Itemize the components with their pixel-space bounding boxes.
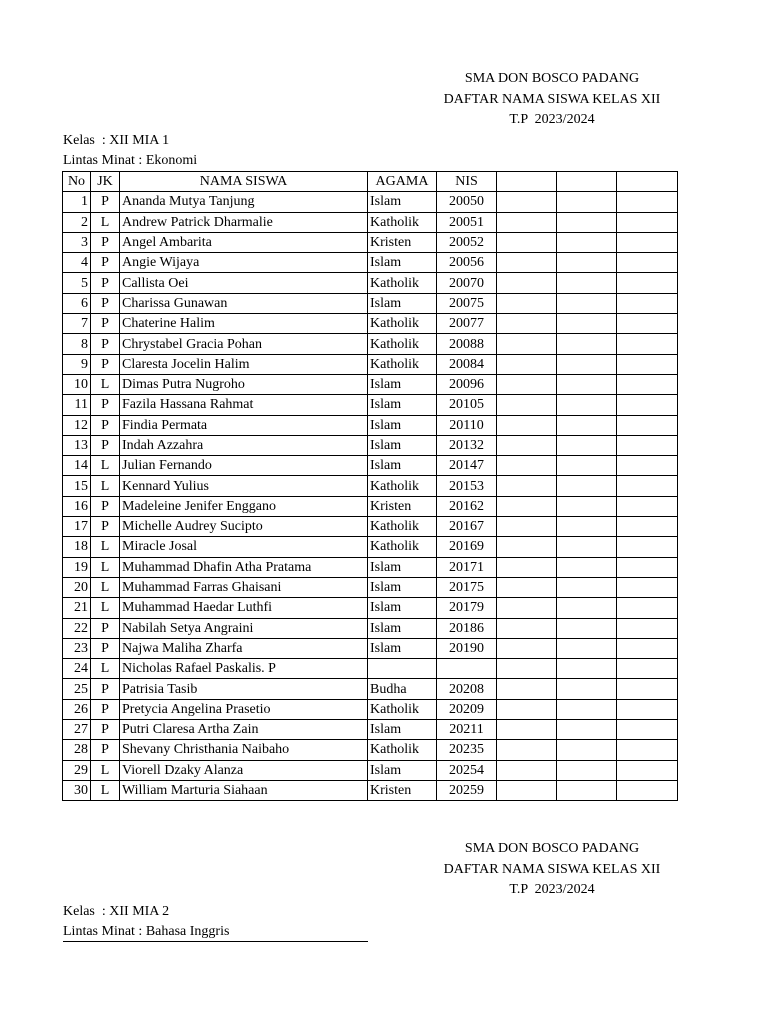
cell-blank (557, 435, 617, 455)
cell-nama: Charissa Gunawan (120, 293, 368, 313)
cell-agama: Islam (368, 598, 437, 618)
cell-nis: 20254 (437, 760, 497, 780)
cell-jk: P (91, 679, 120, 699)
table-row (63, 232, 678, 252)
cell-nis: 20169 (437, 537, 497, 557)
cell-nama: Chaterine Halim (120, 314, 368, 334)
cell-nis: 20186 (437, 618, 497, 638)
cell-no: 15 (63, 476, 91, 496)
cell-agama: Islam (368, 293, 437, 313)
cell-nis: 20211 (437, 720, 497, 740)
cell-nis: 20084 (437, 354, 497, 374)
document-header-2 (420, 839, 684, 901)
column-header-nama: NAMA SISWA (120, 172, 368, 192)
cell-blank (557, 618, 617, 638)
cell-nama: Andrew Patrick Dharmalie (120, 212, 368, 232)
cell-jk: P (91, 740, 120, 760)
cell-no: 16 (63, 496, 91, 516)
cell-blank (497, 435, 557, 455)
cell-jk: P (91, 253, 120, 273)
table-row (63, 415, 678, 435)
elective-label: Lintas Minat : Ekonomi (63, 153, 198, 168)
table-row (63, 334, 678, 354)
cell-jk: L (91, 557, 120, 577)
table-row (63, 496, 678, 516)
cell-no: 19 (63, 557, 91, 577)
cell-blank (617, 740, 678, 760)
cell-blank (557, 192, 617, 212)
cell-blank (557, 415, 617, 435)
cell-jk: P (91, 517, 120, 537)
cell-no: 10 (63, 374, 91, 394)
table-row (63, 476, 678, 496)
cell-no: 30 (63, 780, 91, 800)
cell-blank (497, 780, 557, 800)
cell-nis: 20132 (437, 435, 497, 455)
cell-nis: 20190 (437, 638, 497, 658)
cell-jk: L (91, 577, 120, 597)
cell-blank (557, 577, 617, 597)
table-row (63, 740, 678, 760)
cell-no: 14 (63, 456, 91, 476)
cell-agama (368, 659, 437, 679)
cell-blank (557, 253, 617, 273)
cell-nis: 20051 (437, 212, 497, 232)
cell-blank (497, 679, 557, 699)
cell-agama: Katholik (368, 699, 437, 719)
cell-blank (557, 780, 617, 800)
cell-nis: 20153 (437, 476, 497, 496)
cell-nis: 20050 (437, 192, 497, 212)
class-label: Kelas : XII MIA 1 (63, 133, 170, 148)
cell-blank (557, 699, 617, 719)
cell-blank (497, 192, 557, 212)
cell-no: 25 (63, 679, 91, 699)
cell-jk: L (91, 456, 120, 476)
cell-blank (557, 293, 617, 313)
cell-agama: Islam (368, 435, 437, 455)
cell-blank (557, 374, 617, 394)
cell-agama: Islam (368, 638, 437, 658)
cell-blank (497, 253, 557, 273)
table-row (63, 395, 678, 415)
cell-agama: Katholik (368, 476, 437, 496)
cell-nama: Madeleine Jenifer Enggano (120, 496, 368, 516)
table-row (63, 253, 678, 273)
cell-blank (497, 314, 557, 334)
cell-blank (557, 537, 617, 557)
table-row (63, 354, 678, 374)
cell-agama: Katholik (368, 537, 437, 557)
cell-blank (497, 374, 557, 394)
cell-blank (497, 598, 557, 618)
cell-blank (497, 557, 557, 577)
cell-nis: 20162 (437, 496, 497, 516)
cell-blank (617, 232, 678, 252)
cell-no: 28 (63, 740, 91, 760)
cell-jk: P (91, 354, 120, 374)
table-row (63, 618, 678, 638)
cell-nama: Chrystabel Gracia Pohan (120, 334, 368, 354)
cell-nis: 20056 (437, 253, 497, 273)
cell-nama: Nicholas Rafael Paskalis. P (120, 659, 368, 679)
table-row (63, 374, 678, 394)
cell-blank (557, 354, 617, 374)
cell-nis: 20088 (437, 334, 497, 354)
table-row (63, 659, 678, 679)
cell-blank (497, 354, 557, 374)
cell-blank (617, 760, 678, 780)
cell-jk: L (91, 760, 120, 780)
cell-nama: Julian Fernando (120, 456, 368, 476)
school-name: SMA DON BOSCO PADANG (464, 71, 640, 86)
cell-blank (557, 212, 617, 232)
cell-no: 27 (63, 720, 91, 740)
school-name: SMA DON BOSCO PADANG (464, 841, 640, 856)
cell-blank (617, 780, 678, 800)
cell-nama: Najwa Maliha Zharfa (120, 638, 368, 658)
cell-blank (557, 760, 617, 780)
cell-nis: 20052 (437, 232, 497, 252)
cell-blank (497, 699, 557, 719)
cell-no: 26 (63, 699, 91, 719)
cell-blank (497, 537, 557, 557)
cell-blank (557, 638, 617, 658)
cell-agama: Katholik (368, 740, 437, 760)
cell-agama: Islam (368, 760, 437, 780)
cell-agama: Katholik (368, 517, 437, 537)
document-title: DAFTAR NAMA SISWA KELAS XII (443, 861, 661, 877)
cell-agama: Katholik (368, 212, 437, 232)
cell-blank (557, 395, 617, 415)
cell-no: 1 (63, 192, 91, 212)
cell-no: 4 (63, 253, 91, 273)
table-row (63, 699, 678, 719)
cell-nama: Viorell Dzaky Alanza (120, 760, 368, 780)
cell-no: 12 (63, 415, 91, 435)
cell-blank (617, 659, 678, 679)
table-header-row (63, 172, 678, 192)
cell-jk: P (91, 720, 120, 740)
cell-jk: P (91, 395, 120, 415)
cell-nama: Nabilah Setya Angraini (120, 618, 368, 638)
column-header-blank (617, 172, 678, 192)
cell-nis: 20096 (437, 374, 497, 394)
cell-jk: P (91, 273, 120, 293)
cell-nis: 20209 (437, 699, 497, 719)
cell-no: 18 (63, 537, 91, 557)
table-row (63, 720, 678, 740)
cell-no: 22 (63, 618, 91, 638)
cell-nama: Muhammad Farras Ghaisani (120, 577, 368, 597)
table-row (63, 314, 678, 334)
table-row (63, 679, 678, 699)
cell-blank (617, 354, 678, 374)
table-row (63, 598, 678, 618)
cell-no: 2 (63, 212, 91, 232)
cell-agama: Islam (368, 557, 437, 577)
cell-blank (617, 212, 678, 232)
cell-jk: P (91, 638, 120, 658)
cell-nis: 20105 (437, 395, 497, 415)
cell-blank (557, 598, 617, 618)
column-header-blank (557, 172, 617, 192)
cell-blank (617, 456, 678, 476)
cell-blank (557, 314, 617, 334)
cell-nama: Michelle Audrey Sucipto (120, 517, 368, 537)
cell-nama: William Marturia Siahaan (120, 780, 368, 800)
cell-nis: 20147 (437, 456, 497, 476)
cell-nama: Muhammad Haedar Luthfi (120, 598, 368, 618)
cell-agama: Katholik (368, 273, 437, 293)
cell-agama: Islam (368, 720, 437, 740)
cell-blank (497, 577, 557, 597)
cell-blank (497, 476, 557, 496)
cell-blank (497, 395, 557, 415)
cell-nis: 20075 (437, 293, 497, 313)
table-row (63, 537, 678, 557)
cell-nama: Angie Wijaya (120, 253, 368, 273)
cell-nis: 20110 (437, 415, 497, 435)
cell-blank (557, 232, 617, 252)
cell-blank (497, 456, 557, 476)
cell-jk: P (91, 415, 120, 435)
cell-agama: Islam (368, 577, 437, 597)
cell-blank (497, 415, 557, 435)
cell-blank (557, 517, 617, 537)
cell-agama: Islam (368, 374, 437, 394)
cell-blank (497, 293, 557, 313)
cell-agama: Islam (368, 192, 437, 212)
cell-blank (617, 395, 678, 415)
cell-blank (617, 334, 678, 354)
cell-nama: Indah Azzahra (120, 435, 368, 455)
cell-blank (557, 720, 617, 740)
table-top-border-rule (63, 941, 368, 942)
cell-blank (497, 212, 557, 232)
cell-no: 17 (63, 517, 91, 537)
cell-blank (617, 253, 678, 273)
cell-blank (617, 577, 678, 597)
roster-body (63, 192, 678, 801)
cell-nama: Callista Oei (120, 273, 368, 293)
cell-blank (557, 679, 617, 699)
cell-nis (437, 659, 497, 679)
cell-blank (617, 598, 678, 618)
cell-jk: P (91, 496, 120, 516)
cell-jk: P (91, 232, 120, 252)
cell-blank (557, 659, 617, 679)
cell-no: 5 (63, 273, 91, 293)
cell-blank (557, 496, 617, 516)
table-row (63, 517, 678, 537)
cell-blank (497, 496, 557, 516)
cell-agama: Budha (368, 679, 437, 699)
cell-blank (497, 638, 557, 658)
cell-agama: Kristen (368, 780, 437, 800)
cell-nama: Fazila Hassana Rahmat (120, 395, 368, 415)
cell-blank (617, 618, 678, 638)
cell-jk: P (91, 334, 120, 354)
cell-agama: Katholik (368, 314, 437, 334)
cell-blank (497, 517, 557, 537)
cell-agama: Kristen (368, 496, 437, 516)
cell-nis: 20208 (437, 679, 497, 699)
cell-blank (617, 476, 678, 496)
cell-agama: Islam (368, 456, 437, 476)
cell-nama: Pretycia Angelina Prasetio (120, 699, 368, 719)
cell-blank (617, 638, 678, 658)
cell-agama: Islam (368, 253, 437, 273)
cell-nama: Miracle Josal (120, 537, 368, 557)
table-row (63, 192, 678, 212)
cell-no: 8 (63, 334, 91, 354)
cell-jk: P (91, 699, 120, 719)
cell-jk: P (91, 435, 120, 455)
cell-blank (617, 435, 678, 455)
cell-blank (497, 232, 557, 252)
cell-blank (617, 273, 678, 293)
cell-blank (557, 456, 617, 476)
cell-jk: L (91, 780, 120, 800)
cell-no: 6 (63, 293, 91, 313)
table-row (63, 577, 678, 597)
cell-blank (617, 720, 678, 740)
academic-year: T.P 2023/2024 (509, 882, 595, 897)
table-row (63, 638, 678, 658)
table-row (63, 456, 678, 476)
cell-blank (617, 699, 678, 719)
cell-nis: 20167 (437, 517, 497, 537)
cell-nis: 20171 (437, 557, 497, 577)
class-label: Kelas : XII MIA 2 (63, 904, 170, 919)
cell-agama: Islam (368, 395, 437, 415)
table-row (63, 435, 678, 455)
cell-nama: Putri Claresa Artha Zain (120, 720, 368, 740)
column-header-blank (497, 172, 557, 192)
cell-nama: Dimas Putra Nugroho (120, 374, 368, 394)
cell-blank (617, 537, 678, 557)
cell-blank (557, 557, 617, 577)
cell-nama: Angel Ambarita (120, 232, 368, 252)
cell-agama: Islam (368, 618, 437, 638)
cell-agama: Katholik (368, 354, 437, 374)
cell-jk: P (91, 314, 120, 334)
cell-blank (557, 740, 617, 760)
cell-nis: 20179 (437, 598, 497, 618)
cell-agama: Katholik (368, 334, 437, 354)
cell-jk: L (91, 659, 120, 679)
column-header-nis: NIS (437, 172, 497, 192)
cell-no: 11 (63, 395, 91, 415)
cell-blank (497, 334, 557, 354)
cell-agama: Kristen (368, 232, 437, 252)
student-roster-table (62, 171, 678, 801)
cell-blank (617, 679, 678, 699)
cell-no: 29 (63, 760, 91, 780)
cell-blank (557, 334, 617, 354)
cell-no: 21 (63, 598, 91, 618)
cell-no: 9 (63, 354, 91, 374)
cell-blank (497, 720, 557, 740)
cell-jk: P (91, 618, 120, 638)
cell-jk: L (91, 374, 120, 394)
cell-blank (617, 415, 678, 435)
cell-jk: P (91, 293, 120, 313)
cell-agama: Islam (368, 415, 437, 435)
cell-nis: 20259 (437, 780, 497, 800)
column-header-no: No (63, 172, 91, 192)
table-row (63, 293, 678, 313)
cell-blank (617, 496, 678, 516)
column-header-agama: AGAMA (368, 172, 437, 192)
table-row (63, 760, 678, 780)
column-header-jk: JK (91, 172, 120, 192)
cell-blank (617, 557, 678, 577)
cell-jk: L (91, 212, 120, 232)
cell-nis: 20070 (437, 273, 497, 293)
cell-blank (497, 760, 557, 780)
cell-nama: Ananda Mutya Tanjung (120, 192, 368, 212)
cell-no: 20 (63, 577, 91, 597)
cell-nama: Findia Permata (120, 415, 368, 435)
cell-nama: Patrisia Tasib (120, 679, 368, 699)
table-row (63, 273, 678, 293)
cell-blank (617, 517, 678, 537)
table-row (63, 780, 678, 800)
cell-nis: 20077 (437, 314, 497, 334)
cell-blank (557, 273, 617, 293)
cell-blank (617, 192, 678, 212)
cell-blank (497, 659, 557, 679)
cell-jk: P (91, 192, 120, 212)
cell-blank (617, 314, 678, 334)
table-row (63, 212, 678, 232)
elective-label: Lintas Minat : Bahasa Inggris (63, 924, 230, 939)
cell-jk: L (91, 537, 120, 557)
cell-jk: L (91, 598, 120, 618)
cell-blank (497, 273, 557, 293)
cell-nis: 20235 (437, 740, 497, 760)
cell-nama: Muhammad Dhafin Atha Pratama (120, 557, 368, 577)
cell-nama: Shevany Christhania Naibaho (120, 740, 368, 760)
cell-no: 23 (63, 638, 91, 658)
cell-no: 24 (63, 659, 91, 679)
cell-no: 3 (63, 232, 91, 252)
cell-nama: Claresta Jocelin Halim (120, 354, 368, 374)
cell-nama: Kennard Yulius (120, 476, 368, 496)
class-info-2 (63, 902, 229, 942)
class-info-1 (63, 131, 197, 171)
cell-blank (497, 740, 557, 760)
cell-blank (617, 293, 678, 313)
cell-nis: 20175 (437, 577, 497, 597)
document-header-1 (420, 69, 684, 131)
academic-year: T.P 2023/2024 (509, 112, 595, 127)
cell-no: 7 (63, 314, 91, 334)
cell-jk: L (91, 476, 120, 496)
table-row (63, 557, 678, 577)
cell-blank (617, 374, 678, 394)
document-title: DAFTAR NAMA SISWA KELAS XII (443, 91, 661, 107)
cell-no: 13 (63, 435, 91, 455)
cell-blank (497, 618, 557, 638)
cell-blank (557, 476, 617, 496)
